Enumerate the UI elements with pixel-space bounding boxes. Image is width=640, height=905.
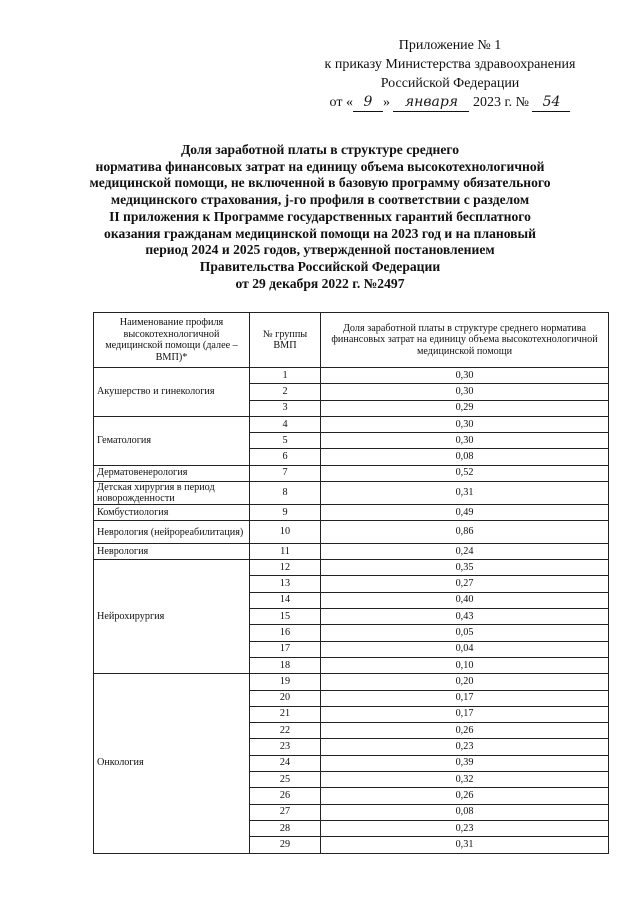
ministry-country: Российской Федерации <box>380 76 520 91</box>
table-row <box>94 368 609 384</box>
group-number: 16 <box>250 625 321 641</box>
salary-share-value: 0,08 <box>321 804 609 820</box>
table-row <box>94 465 609 481</box>
group-number: 27 <box>250 804 321 820</box>
group-number: 6 <box>250 449 321 465</box>
table-row <box>94 674 609 690</box>
group-number: 19 <box>250 674 321 690</box>
salary-share-value: 0,30 <box>321 433 609 449</box>
table-row <box>94 482 609 505</box>
salary-share-value: 0,43 <box>321 609 609 625</box>
table-row <box>94 560 609 576</box>
group-number: 17 <box>250 641 321 657</box>
salary-share-value: 0,26 <box>321 788 609 804</box>
salary-share-value: 0,23 <box>321 820 609 836</box>
profile-name: Неврология (нейрореабилитация) <box>94 521 250 544</box>
salary-share-value: 0,27 <box>321 576 609 592</box>
group-number: 10 <box>250 521 321 544</box>
group-number: 9 <box>250 505 321 521</box>
group-number: 2 <box>250 384 321 400</box>
document-title <box>70 142 570 292</box>
salary-share-value: 0,31 <box>321 482 609 505</box>
salary-share-value: 0,32 <box>321 772 609 788</box>
group-number: 7 <box>250 465 321 481</box>
group-number: 26 <box>250 788 321 804</box>
salary-share-value: 0,49 <box>321 505 609 521</box>
header-profile: Наименование профиля высокотехнологичной медицинской помощи (далее – ВМП)* <box>94 313 250 368</box>
salary-share-value: 0,31 <box>321 837 609 853</box>
title-line: период 2024 и 2025 годов, утвержденной постановлением <box>145 242 495 258</box>
salary-share-value: 0,10 <box>321 657 609 673</box>
group-number: 24 <box>250 755 321 771</box>
header-group-number: № группы ВМП <box>250 313 321 368</box>
title-line: норматива финансовых затрат на единицу объема высокотехнологичной <box>95 158 545 174</box>
group-number: 20 <box>250 690 321 706</box>
group-number: 14 <box>250 592 321 608</box>
order-reference: к приказу Министерства здравоохранения <box>324 57 576 72</box>
salary-share-value: 0,04 <box>321 641 609 657</box>
handwritten-month: января <box>393 94 469 112</box>
group-number: 4 <box>250 416 321 432</box>
title-line: медицинской помощи, не включенной в базовую программу обязательного <box>89 175 551 191</box>
salary-share-value: 0,05 <box>321 625 609 641</box>
title-line: Правительства Российской Федерации <box>199 258 441 274</box>
group-number: 15 <box>250 609 321 625</box>
profile-name: Акушерство и гинекология <box>94 368 250 417</box>
profile-name: Детская хирургия в период новорожденности <box>94 482 250 505</box>
title-line: медицинского страхования, j-го профиля в соответствии с разделом <box>110 192 530 208</box>
salary-share-value: 0,08 <box>321 449 609 465</box>
appendix-label: Приложение № 1 <box>398 38 502 53</box>
salary-share-value: 0,86 <box>321 521 609 544</box>
group-number: 21 <box>250 706 321 722</box>
salary-share-value: 0,17 <box>321 690 609 706</box>
title-line: от 29 декабря 2022 г. №2497 <box>235 275 405 291</box>
group-number: 3 <box>250 400 321 416</box>
salary-share-value: 0,30 <box>321 416 609 432</box>
salary-share-value: 0,20 <box>321 674 609 690</box>
table-row <box>94 505 609 521</box>
date-mid: » <box>382 95 390 110</box>
table-row <box>94 521 609 544</box>
salary-share-value: 0,35 <box>321 560 609 576</box>
profile-name: Дерматовенерология <box>94 465 250 481</box>
profile-name: Неврология <box>94 543 250 559</box>
handwritten-day: 9 <box>353 94 383 112</box>
group-number: 28 <box>250 820 321 836</box>
group-number: 1 <box>250 368 321 384</box>
group-number: 5 <box>250 433 321 449</box>
table-row <box>94 543 609 559</box>
table-header-row <box>94 313 609 368</box>
header-salary-share: Доля заработной платы в структуре среднего норматива финансовых затрат на единицу объема высокотехнологичной медицинской помощи <box>321 313 609 368</box>
profile-name: Комбустиология <box>94 505 250 521</box>
group-number: 13 <box>250 576 321 592</box>
salary-share-value: 0,52 <box>321 465 609 481</box>
salary-share-value: 0,26 <box>321 723 609 739</box>
salary-share-table <box>93 312 609 854</box>
title-line: Доля заработной платы в структуре среднего <box>180 142 460 157</box>
date-prefix: от « <box>329 95 353 110</box>
group-number: 18 <box>250 657 321 673</box>
salary-share-value: 0,40 <box>321 592 609 608</box>
salary-share-value: 0,24 <box>321 543 609 559</box>
group-number: 22 <box>250 723 321 739</box>
salary-share-value: 0,30 <box>321 384 609 400</box>
salary-share-value: 0,29 <box>321 400 609 416</box>
group-number: 23 <box>250 739 321 755</box>
profile-name: Онкология <box>94 674 250 853</box>
group-number: 8 <box>250 482 321 505</box>
salary-share-value: 0,39 <box>321 755 609 771</box>
salary-share-value: 0,30 <box>321 368 609 384</box>
profile-name: Нейрохирургия <box>94 560 250 674</box>
group-number: 29 <box>250 837 321 853</box>
profile-name: Гематология <box>94 416 250 465</box>
date-year: 2023 г. № <box>472 95 529 110</box>
handwritten-order-number: 54 <box>532 94 570 112</box>
table-body <box>94 368 609 854</box>
order-date-line <box>300 93 600 112</box>
document-header <box>300 36 600 112</box>
table-row <box>94 416 609 432</box>
title-line: II приложения к Программе государственных гарантий бесплатного <box>109 208 531 224</box>
salary-share-value: 0,23 <box>321 739 609 755</box>
salary-share-value: 0,17 <box>321 706 609 722</box>
group-number: 11 <box>250 543 321 559</box>
title-line: оказания гражданам медицинской помощи на 2023 год и на плановый <box>104 225 536 241</box>
group-number: 12 <box>250 560 321 576</box>
group-number: 25 <box>250 772 321 788</box>
